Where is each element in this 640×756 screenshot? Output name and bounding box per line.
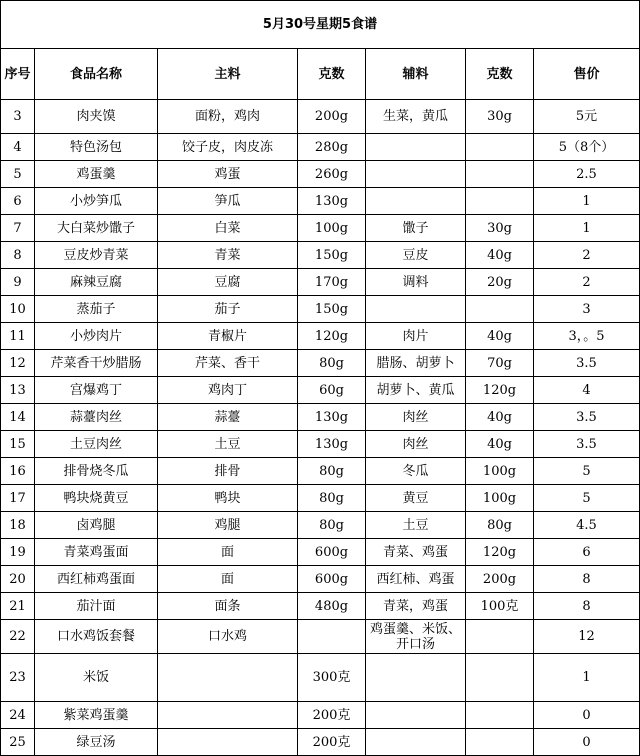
cell-main-weight: 150g — [298, 242, 366, 269]
cell-main: 豆腐 — [158, 269, 298, 296]
cell-aux: 青菜、鸡蛋 — [366, 539, 466, 566]
cell-seq: 18 — [1, 512, 35, 539]
cell-main-weight: 80g — [298, 350, 366, 377]
cell-aux: 肉片 — [366, 323, 466, 350]
cell-aux: 西红柿、鸡蛋 — [366, 566, 466, 593]
table-row — [1, 134, 640, 161]
cell-aux-weight: 30g — [466, 215, 534, 242]
cell-aux — [366, 654, 466, 702]
table-row — [1, 100, 640, 134]
table-row — [1, 377, 640, 404]
cell-price: 1 — [534, 654, 640, 702]
cell-aux: 土豆 — [366, 512, 466, 539]
cell-aux-weight: 100克 — [466, 593, 534, 620]
menu-title: 5月30号星期5食谱 — [1, 1, 640, 49]
cell-seq: 10 — [1, 296, 35, 323]
cell-price: 5 — [534, 458, 640, 485]
cell-seq: 6 — [1, 188, 35, 215]
cell-aux: 生菜，黄瓜 — [366, 100, 466, 134]
cell-name: 排骨烧冬瓜 — [35, 458, 158, 485]
cell-main: 鸭块 — [158, 485, 298, 512]
cell-main-weight: 120g — [298, 323, 366, 350]
table-row — [1, 161, 640, 188]
cell-seq: 13 — [1, 377, 35, 404]
cell-aux: 青菜，鸡蛋 — [366, 593, 466, 620]
cell-main-weight: 260g — [298, 161, 366, 188]
cell-aux-weight — [466, 188, 534, 215]
cell-seq: 23 — [1, 654, 35, 702]
cell-main-weight: 150g — [298, 296, 366, 323]
cell-seq: 7 — [1, 215, 35, 242]
cell-name: 土豆肉丝 — [35, 431, 158, 458]
cell-main-weight: 130g — [298, 431, 366, 458]
table-row — [1, 458, 640, 485]
cell-aux-weight: 40g — [466, 404, 534, 431]
cell-aux: 腊肠、胡萝卜 — [366, 350, 466, 377]
cell-price: 3，。5 — [534, 323, 640, 350]
cell-main-weight: 600g — [298, 566, 366, 593]
table-row — [1, 539, 640, 566]
cell-aux: 调料 — [366, 269, 466, 296]
cell-name: 茄汁面 — [35, 593, 158, 620]
cell-main — [158, 729, 298, 756]
header-aux-weight: 克数 — [466, 49, 534, 100]
cell-name: 鸭块烧黄豆 — [35, 485, 158, 512]
cell-aux: 胡萝卜、黄瓜 — [366, 377, 466, 404]
cell-aux-weight: 80g — [466, 512, 534, 539]
table-row — [1, 729, 640, 756]
header-price: 售价 — [534, 49, 640, 100]
cell-aux: 冬瓜 — [366, 458, 466, 485]
table-row — [1, 702, 640, 729]
cell-aux: 馓子 — [366, 215, 466, 242]
cell-main-weight: 200克 — [298, 702, 366, 729]
cell-aux-weight: 40g — [466, 431, 534, 458]
cell-aux-weight — [466, 654, 534, 702]
cell-price: 1 — [534, 188, 640, 215]
cell-main — [158, 702, 298, 729]
cell-main: 笋瓜 — [158, 188, 298, 215]
cell-price: 2 — [534, 269, 640, 296]
cell-aux: 黄豆 — [366, 485, 466, 512]
cell-aux-weight: 200g — [466, 566, 534, 593]
cell-main-weight: 200g — [298, 100, 366, 134]
cell-name: 紫菜鸡蛋羹 — [35, 702, 158, 729]
table-row — [1, 620, 640, 654]
cell-name: 蒸茄子 — [35, 296, 158, 323]
cell-main: 面 — [158, 566, 298, 593]
cell-seq: 24 — [1, 702, 35, 729]
cell-main-weight: 170g — [298, 269, 366, 296]
cell-name: 青菜鸡蛋面 — [35, 539, 158, 566]
table-row — [1, 566, 640, 593]
cell-seq: 19 — [1, 539, 35, 566]
cell-price: 5 — [534, 485, 640, 512]
cell-main: 青椒片 — [158, 323, 298, 350]
cell-aux — [366, 702, 466, 729]
cell-name: 芹菜香干炒腊肠 — [35, 350, 158, 377]
cell-main-weight: 60g — [298, 377, 366, 404]
table-row — [1, 269, 640, 296]
cell-aux — [366, 188, 466, 215]
cell-price: 12 — [534, 620, 640, 654]
cell-main-weight: 600g — [298, 539, 366, 566]
cell-aux-weight: 40g — [466, 242, 534, 269]
cell-seq: 21 — [1, 593, 35, 620]
cell-price: 8 — [534, 593, 640, 620]
table-row — [1, 350, 640, 377]
cell-aux-weight: 20g — [466, 269, 534, 296]
cell-aux-weight: 40g — [466, 323, 534, 350]
cell-main: 鸡肉丁 — [158, 377, 298, 404]
cell-name: 鸡蛋羹 — [35, 161, 158, 188]
cell-main-weight: 300克 — [298, 654, 366, 702]
cell-main: 鸡腿 — [158, 512, 298, 539]
table-row — [1, 242, 640, 269]
cell-price: 4 — [534, 377, 640, 404]
cell-aux: 肉丝 — [366, 431, 466, 458]
cell-main: 芹菜、香干 — [158, 350, 298, 377]
cell-seq: 16 — [1, 458, 35, 485]
cell-aux-weight — [466, 161, 534, 188]
table-row — [1, 215, 640, 242]
table-row — [1, 188, 640, 215]
cell-price: 0 — [534, 702, 640, 729]
cell-name: 小炒笋瓜 — [35, 188, 158, 215]
cell-aux-weight — [466, 296, 534, 323]
cell-seq: 5 — [1, 161, 35, 188]
cell-aux-weight — [466, 620, 534, 654]
cell-seq: 12 — [1, 350, 35, 377]
header-name: 食品名称 — [35, 49, 158, 100]
cell-aux — [366, 134, 466, 161]
cell-aux-weight — [466, 702, 534, 729]
cell-aux-weight: 120g — [466, 539, 534, 566]
cell-main: 白菜 — [158, 215, 298, 242]
cell-seq: 11 — [1, 323, 35, 350]
cell-name: 小炒肉片 — [35, 323, 158, 350]
cell-name: 豆皮炒青菜 — [35, 242, 158, 269]
cell-main-weight: 80g — [298, 512, 366, 539]
cell-price: 3.5 — [534, 350, 640, 377]
cell-seq: 25 — [1, 729, 35, 756]
cell-main-weight: 480g — [298, 593, 366, 620]
header-aux: 辅料 — [366, 49, 466, 100]
cell-main: 面 — [158, 539, 298, 566]
cell-main: 茄子 — [158, 296, 298, 323]
header-main-weight: 克数 — [298, 49, 366, 100]
cell-price: 4.5 — [534, 512, 640, 539]
cell-aux-weight — [466, 134, 534, 161]
header-seq: 序号 — [1, 49, 35, 100]
table-row — [1, 296, 640, 323]
cell-aux: 鸡蛋羹、米饭、开口汤 — [366, 620, 466, 654]
cell-aux: 豆皮 — [366, 242, 466, 269]
cell-main-weight: 80g — [298, 458, 366, 485]
cell-seq: 20 — [1, 566, 35, 593]
cell-name: 西红柿鸡蛋面 — [35, 566, 158, 593]
cell-name: 蒜薹肉丝 — [35, 404, 158, 431]
cell-main: 青菜 — [158, 242, 298, 269]
cell-aux-weight: 70g — [466, 350, 534, 377]
cell-main: 口水鸡 — [158, 620, 298, 654]
cell-aux-weight: 100g — [466, 458, 534, 485]
cell-price: 2.5 — [534, 161, 640, 188]
cell-aux-weight: 30g — [466, 100, 534, 134]
cell-main-weight: 280g — [298, 134, 366, 161]
header-row — [1, 49, 640, 100]
table-row — [1, 485, 640, 512]
cell-main: 饺子皮，肉皮冻 — [158, 134, 298, 161]
cell-price: 3 — [534, 296, 640, 323]
cell-main-weight: 100g — [298, 215, 366, 242]
cell-name: 绿豆汤 — [35, 729, 158, 756]
cell-main-weight: 130g — [298, 404, 366, 431]
table-row — [1, 512, 640, 539]
cell-name: 卤鸡腿 — [35, 512, 158, 539]
cell-price: 2 — [534, 242, 640, 269]
cell-seq: 3 — [1, 100, 35, 134]
cell-aux-weight — [466, 729, 534, 756]
cell-name: 口水鸡饭套餐 — [35, 620, 158, 654]
cell-price: 8 — [534, 566, 640, 593]
cell-price: 5元 — [534, 100, 640, 134]
cell-aux-weight: 100g — [466, 485, 534, 512]
cell-main: 蒜薹 — [158, 404, 298, 431]
cell-aux — [366, 729, 466, 756]
cell-aux — [366, 161, 466, 188]
cell-price: 3.5 — [534, 431, 640, 458]
cell-name: 米饭 — [35, 654, 158, 702]
table-row — [1, 593, 640, 620]
table-row — [1, 404, 640, 431]
cell-seq: 17 — [1, 485, 35, 512]
cell-main-weight: 80g — [298, 485, 366, 512]
cell-aux — [366, 296, 466, 323]
cell-seq: 14 — [1, 404, 35, 431]
cell-price: 3.5 — [534, 404, 640, 431]
cell-price: 6 — [534, 539, 640, 566]
cell-aux-weight: 120g — [466, 377, 534, 404]
cell-main — [158, 654, 298, 702]
cell-main: 土豆 — [158, 431, 298, 458]
cell-main: 鸡蛋 — [158, 161, 298, 188]
cell-price: 1 — [534, 215, 640, 242]
header-main: 主料 — [158, 49, 298, 100]
cell-price: 5（8个） — [534, 134, 640, 161]
cell-seq: 4 — [1, 134, 35, 161]
cell-main-weight: 130g — [298, 188, 366, 215]
cell-main-weight: 200克 — [298, 729, 366, 756]
cell-name: 麻辣豆腐 — [35, 269, 158, 296]
cell-main-weight — [298, 620, 366, 654]
cell-price: 0 — [534, 729, 640, 756]
cell-seq: 8 — [1, 242, 35, 269]
cell-seq: 9 — [1, 269, 35, 296]
cell-seq: 15 — [1, 431, 35, 458]
table-row — [1, 323, 640, 350]
cell-main: 面条 — [158, 593, 298, 620]
cell-name: 宫爆鸡丁 — [35, 377, 158, 404]
table-row — [1, 654, 640, 702]
cell-name: 特色汤包 — [35, 134, 158, 161]
cell-main: 面粉，鸡肉 — [158, 100, 298, 134]
cell-name: 大白菜炒馓子 — [35, 215, 158, 242]
cell-name: 肉夹馍 — [35, 100, 158, 134]
cell-seq: 22 — [1, 620, 35, 654]
table-row — [1, 431, 640, 458]
cell-aux: 肉丝 — [366, 404, 466, 431]
cell-main: 排骨 — [158, 458, 298, 485]
